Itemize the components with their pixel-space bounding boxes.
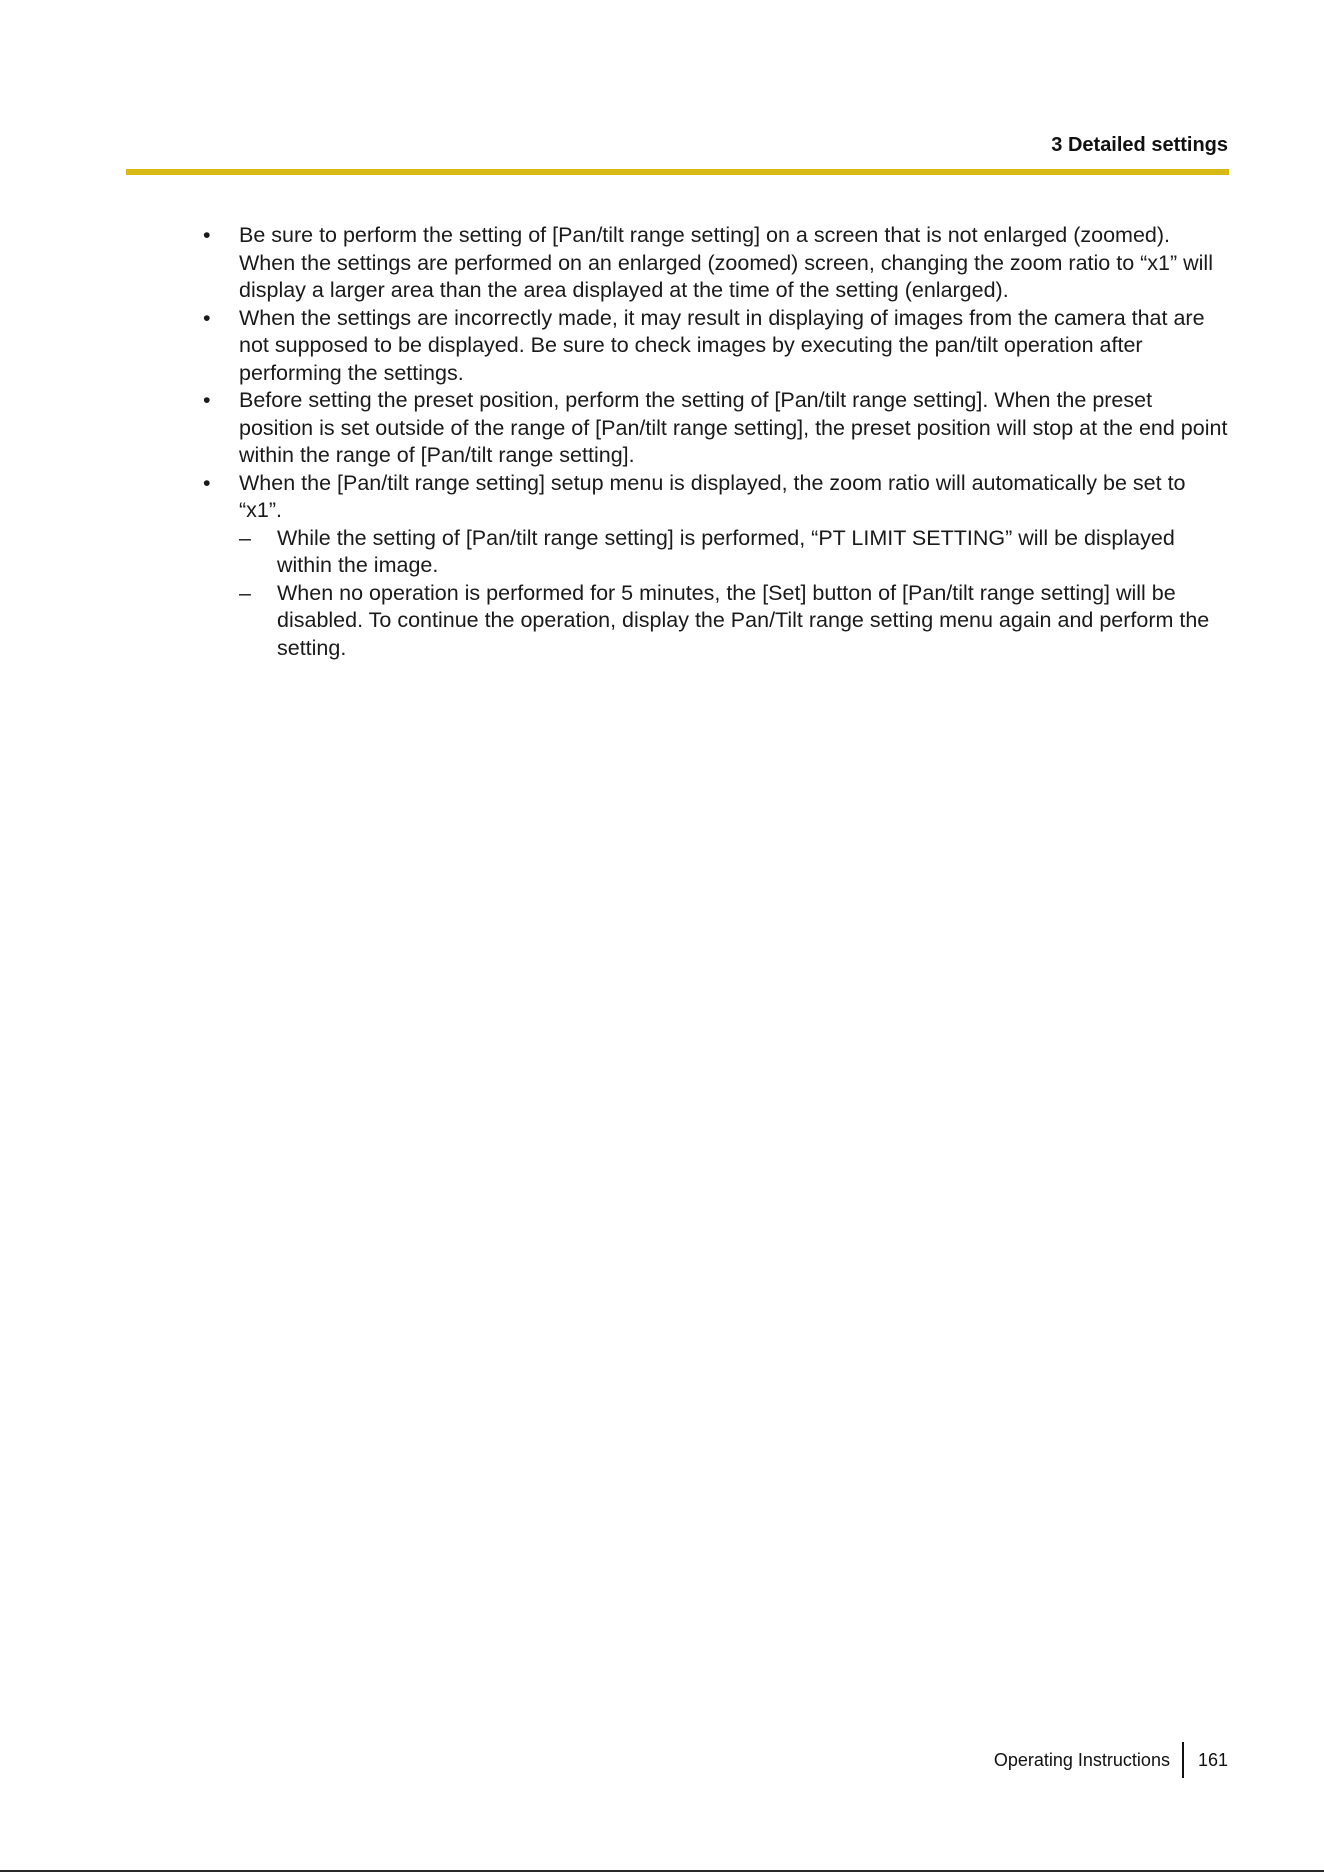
page-footer bbox=[994, 1742, 1228, 1778]
footer-doc-title: Operating Instructions bbox=[993, 1749, 1170, 1770]
dash-icon: – bbox=[239, 580, 251, 605]
bullet-icon: • bbox=[203, 388, 211, 412]
footer-divider bbox=[1182, 1742, 1184, 1778]
sub-note-item bbox=[239, 525, 1229, 580]
sub-note-text: When no operation is performed for 5 minutes, the [Set] button of [Pan/tilt range setting] will be disabled. To continue the operation, display the Pan/Tilt range setting menu again and perform the setting. bbox=[277, 580, 1210, 660]
sub-note-item bbox=[239, 580, 1229, 663]
note-text: Before setting the preset position, perform the setting of [Pan/tilt range setting]. When the preset position is set outside of the range of [Pan/tilt range setting], the preset position will stop at the end point within the range of [Pan/tilt range setting]. bbox=[239, 388, 1228, 467]
section-title: 3 Detailed settings bbox=[1051, 134, 1228, 156]
note-text: When the settings are incorrectly made, it may result in displaying of images from the camera that are not supposed to be displayed. Be sure to check images by executing the pan/tilt operation after performing the settings. bbox=[239, 305, 1205, 385]
note-item bbox=[203, 387, 1229, 470]
notes-list bbox=[203, 222, 1229, 662]
bullet-icon: • bbox=[203, 223, 211, 247]
bullet-icon: • bbox=[203, 470, 211, 495]
note-item bbox=[203, 222, 1229, 305]
bullet-icon: • bbox=[203, 305, 211, 330]
note-item bbox=[203, 305, 1229, 388]
page-number: 161 bbox=[1197, 1749, 1228, 1770]
sub-notes-list bbox=[239, 525, 1229, 663]
note-text: Be sure to perform the setting of [Pan/tilt range setting] on a screen that is not enlarged (zoomed). When the settings are performed on an enlarged (zoomed) screen, changing the zoom ratio to “x1” will display a larger area than the area displayed at the time of the setting (enlarged). bbox=[239, 223, 1213, 302]
sub-note-text: While the setting of [Pan/tilt range setting] is performed, “PT LIMIT SETTING” will be displayed within the image. bbox=[277, 525, 1175, 577]
note-text: When the [Pan/tilt range setting] setup menu is displayed, the zoom ratio will automatically be set to “x1”. bbox=[239, 470, 1186, 522]
note-item bbox=[203, 470, 1229, 663]
header-rule bbox=[126, 169, 1229, 175]
dash-icon: – bbox=[239, 525, 251, 550]
